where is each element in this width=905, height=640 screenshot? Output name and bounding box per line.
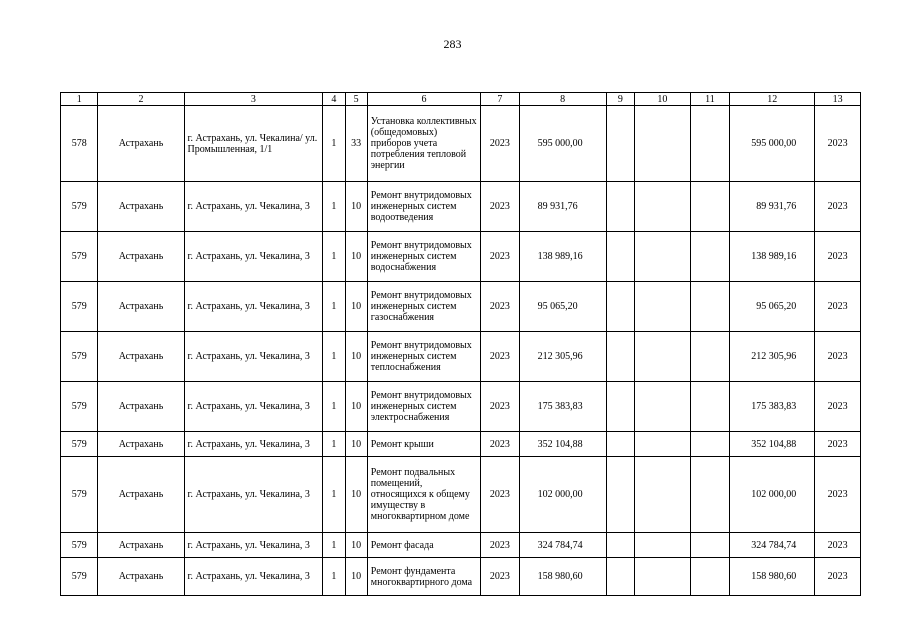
header-cell: 9 bbox=[606, 93, 634, 106]
completion-year-cell: 2023 bbox=[815, 457, 861, 533]
completion-year-cell: 2023 bbox=[815, 182, 861, 232]
address-cell: г. Астрахань, ул. Чекалина/ ул. Промышленная, 1/1 bbox=[184, 106, 323, 182]
city-cell: Астрахань bbox=[98, 282, 184, 332]
col9-cell bbox=[606, 182, 634, 232]
year-cell: 2023 bbox=[481, 432, 519, 457]
col4-cell: 1 bbox=[323, 457, 345, 533]
completion-year-cell: 2023 bbox=[815, 232, 861, 282]
col5-cell: 10 bbox=[345, 558, 367, 596]
city-cell: Астрахань bbox=[98, 382, 184, 432]
total-cost-cell: 158 980,60 bbox=[730, 558, 815, 596]
cost-cell: 158 980,60 bbox=[519, 558, 606, 596]
header-cell: 7 bbox=[481, 93, 519, 106]
completion-year-cell: 2023 bbox=[815, 106, 861, 182]
col10-cell bbox=[635, 533, 691, 558]
address-cell: г. Астрахань, ул. Чекалина, 3 bbox=[184, 533, 323, 558]
row-number-cell: 579 bbox=[61, 282, 98, 332]
col9-cell bbox=[606, 232, 634, 282]
address-cell: г. Астрахань, ул. Чекалина, 3 bbox=[184, 232, 323, 282]
table-row bbox=[61, 106, 861, 182]
work-type-cell: Ремонт внутридомовых инженерных систем электроснабжения bbox=[367, 382, 480, 432]
header-cell: 5 bbox=[345, 93, 367, 106]
address-cell: г. Астрахань, ул. Чекалина, 3 bbox=[184, 457, 323, 533]
city-cell: Астрахань bbox=[98, 533, 184, 558]
cost-cell: 212 305,96 bbox=[519, 332, 606, 382]
cost-cell: 352 104,88 bbox=[519, 432, 606, 457]
total-cost-cell: 175 383,83 bbox=[730, 382, 815, 432]
address-cell: г. Астрахань, ул. Чекалина, 3 bbox=[184, 558, 323, 596]
table-row bbox=[61, 232, 861, 282]
col10-cell bbox=[635, 432, 691, 457]
table-row bbox=[61, 282, 861, 332]
header-cell: 10 bbox=[635, 93, 691, 106]
completion-year-cell: 2023 bbox=[815, 558, 861, 596]
col4-cell: 1 bbox=[323, 558, 345, 596]
col4-cell: 1 bbox=[323, 332, 345, 382]
col11-cell bbox=[690, 232, 729, 282]
table-row bbox=[61, 432, 861, 457]
table-row bbox=[61, 533, 861, 558]
header-cell: 13 bbox=[815, 93, 861, 106]
col9-cell bbox=[606, 106, 634, 182]
col5-cell: 10 bbox=[345, 432, 367, 457]
col9-cell bbox=[606, 533, 634, 558]
work-type-cell: Ремонт фундамента многоквартирного дома bbox=[367, 558, 480, 596]
address-cell: г. Астрахань, ул. Чекалина, 3 bbox=[184, 282, 323, 332]
header-cell: 2 bbox=[98, 93, 184, 106]
col11-cell bbox=[690, 558, 729, 596]
completion-year-cell: 2023 bbox=[815, 382, 861, 432]
work-type-cell: Ремонт внутридомовых инженерных систем теплоснабжения bbox=[367, 332, 480, 382]
header-cell: 8 bbox=[519, 93, 606, 106]
col9-cell bbox=[606, 382, 634, 432]
city-cell: Астрахань bbox=[98, 558, 184, 596]
col9-cell bbox=[606, 332, 634, 382]
col11-cell bbox=[690, 332, 729, 382]
city-cell: Астрахань bbox=[98, 106, 184, 182]
table-row bbox=[61, 182, 861, 232]
city-cell: Астрахань bbox=[98, 432, 184, 457]
cost-cell: 175 383,83 bbox=[519, 382, 606, 432]
row-number-cell: 579 bbox=[61, 382, 98, 432]
year-cell: 2023 bbox=[481, 282, 519, 332]
col10-cell bbox=[635, 106, 691, 182]
completion-year-cell: 2023 bbox=[815, 432, 861, 457]
year-cell: 2023 bbox=[481, 106, 519, 182]
col5-cell: 10 bbox=[345, 282, 367, 332]
year-cell: 2023 bbox=[481, 232, 519, 282]
row-number-cell: 579 bbox=[61, 558, 98, 596]
year-cell: 2023 bbox=[481, 332, 519, 382]
work-type-cell: Ремонт внутридомовых инженерных систем водоотведения bbox=[367, 182, 480, 232]
header-cell: 6 bbox=[367, 93, 480, 106]
year-cell: 2023 bbox=[481, 533, 519, 558]
header-cell: 12 bbox=[730, 93, 815, 106]
work-type-cell: Ремонт внутридомовых инженерных систем газоснабжения bbox=[367, 282, 480, 332]
col11-cell bbox=[690, 432, 729, 457]
column-number-row bbox=[61, 93, 861, 106]
repair-program-table bbox=[60, 92, 861, 596]
total-cost-cell: 212 305,96 bbox=[730, 332, 815, 382]
col5-cell: 33 bbox=[345, 106, 367, 182]
address-cell: г. Астрахань, ул. Чекалина, 3 bbox=[184, 432, 323, 457]
col9-cell bbox=[606, 432, 634, 457]
row-number-cell: 579 bbox=[61, 182, 98, 232]
col9-cell bbox=[606, 282, 634, 332]
col5-cell: 10 bbox=[345, 232, 367, 282]
col5-cell: 10 bbox=[345, 533, 367, 558]
city-cell: Астрахань bbox=[98, 232, 184, 282]
cost-cell: 595 000,00 bbox=[519, 106, 606, 182]
row-number-cell: 579 bbox=[61, 232, 98, 282]
col10-cell bbox=[635, 282, 691, 332]
col9-cell bbox=[606, 457, 634, 533]
address-cell: г. Астрахань, ул. Чекалина, 3 bbox=[184, 332, 323, 382]
col4-cell: 1 bbox=[323, 382, 345, 432]
work-type-cell: Ремонт подвальных помещений, относящихся к общему имуществу в многоквартирном доме bbox=[367, 457, 480, 533]
table-row bbox=[61, 457, 861, 533]
col10-cell bbox=[635, 232, 691, 282]
col5-cell: 10 bbox=[345, 332, 367, 382]
page-number: 283 bbox=[443, 37, 462, 51]
row-number-cell: 579 bbox=[61, 457, 98, 533]
work-type-cell: Ремонт фасада bbox=[367, 533, 480, 558]
col5-cell: 10 bbox=[345, 382, 367, 432]
total-cost-cell: 595 000,00 bbox=[730, 106, 815, 182]
cost-cell: 324 784,74 bbox=[519, 533, 606, 558]
row-number-cell: 579 bbox=[61, 332, 98, 382]
work-type-cell: Установка коллективных (общедомовых) приборов учета потребления тепловой энергии bbox=[367, 106, 480, 182]
col4-cell: 1 bbox=[323, 282, 345, 332]
col4-cell: 1 bbox=[323, 232, 345, 282]
header-cell: 11 bbox=[690, 93, 729, 106]
year-cell: 2023 bbox=[481, 558, 519, 596]
header-cell: 1 bbox=[61, 93, 98, 106]
year-cell: 2023 bbox=[481, 457, 519, 533]
completion-year-cell: 2023 bbox=[815, 533, 861, 558]
cost-cell: 89 931,76 bbox=[519, 182, 606, 232]
table-row bbox=[61, 558, 861, 596]
col4-cell: 1 bbox=[323, 106, 345, 182]
address-cell: г. Астрахань, ул. Чекалина, 3 bbox=[184, 182, 323, 232]
completion-year-cell: 2023 bbox=[815, 282, 861, 332]
total-cost-cell: 352 104,88 bbox=[730, 432, 815, 457]
work-type-cell: Ремонт крыши bbox=[367, 432, 480, 457]
col4-cell: 1 bbox=[323, 533, 345, 558]
table-row bbox=[61, 332, 861, 382]
table-row bbox=[61, 382, 861, 432]
row-number-cell: 579 bbox=[61, 533, 98, 558]
city-cell: Астрахань bbox=[98, 457, 184, 533]
cost-cell: 102 000,00 bbox=[519, 457, 606, 533]
col4-cell: 1 bbox=[323, 182, 345, 232]
col11-cell bbox=[690, 457, 729, 533]
col4-cell: 1 bbox=[323, 432, 345, 457]
col5-cell: 10 bbox=[345, 457, 367, 533]
col5-cell: 10 bbox=[345, 182, 367, 232]
total-cost-cell: 324 784,74 bbox=[730, 533, 815, 558]
total-cost-cell: 89 931,76 bbox=[730, 182, 815, 232]
city-cell: Астрахань bbox=[98, 182, 184, 232]
completion-year-cell: 2023 bbox=[815, 332, 861, 382]
col10-cell bbox=[635, 558, 691, 596]
col11-cell bbox=[690, 533, 729, 558]
total-cost-cell: 102 000,00 bbox=[730, 457, 815, 533]
year-cell: 2023 bbox=[481, 182, 519, 232]
year-cell: 2023 bbox=[481, 382, 519, 432]
cost-cell: 95 065,20 bbox=[519, 282, 606, 332]
address-cell: г. Астрахань, ул. Чекалина, 3 bbox=[184, 382, 323, 432]
col10-cell bbox=[635, 182, 691, 232]
col10-cell bbox=[635, 332, 691, 382]
col11-cell bbox=[690, 182, 729, 232]
col11-cell bbox=[690, 106, 729, 182]
row-number-cell: 579 bbox=[61, 432, 98, 457]
city-cell: Астрахань bbox=[98, 332, 184, 382]
col11-cell bbox=[690, 282, 729, 332]
col10-cell bbox=[635, 457, 691, 533]
col11-cell bbox=[690, 382, 729, 432]
col10-cell bbox=[635, 382, 691, 432]
header-cell: 3 bbox=[184, 93, 323, 106]
cost-cell: 138 989,16 bbox=[519, 232, 606, 282]
total-cost-cell: 138 989,16 bbox=[730, 232, 815, 282]
work-type-cell: Ремонт внутридомовых инженерных систем водоснабжения bbox=[367, 232, 480, 282]
row-number-cell: 578 bbox=[61, 106, 98, 182]
col9-cell bbox=[606, 558, 634, 596]
total-cost-cell: 95 065,20 bbox=[730, 282, 815, 332]
header-cell: 4 bbox=[323, 93, 345, 106]
